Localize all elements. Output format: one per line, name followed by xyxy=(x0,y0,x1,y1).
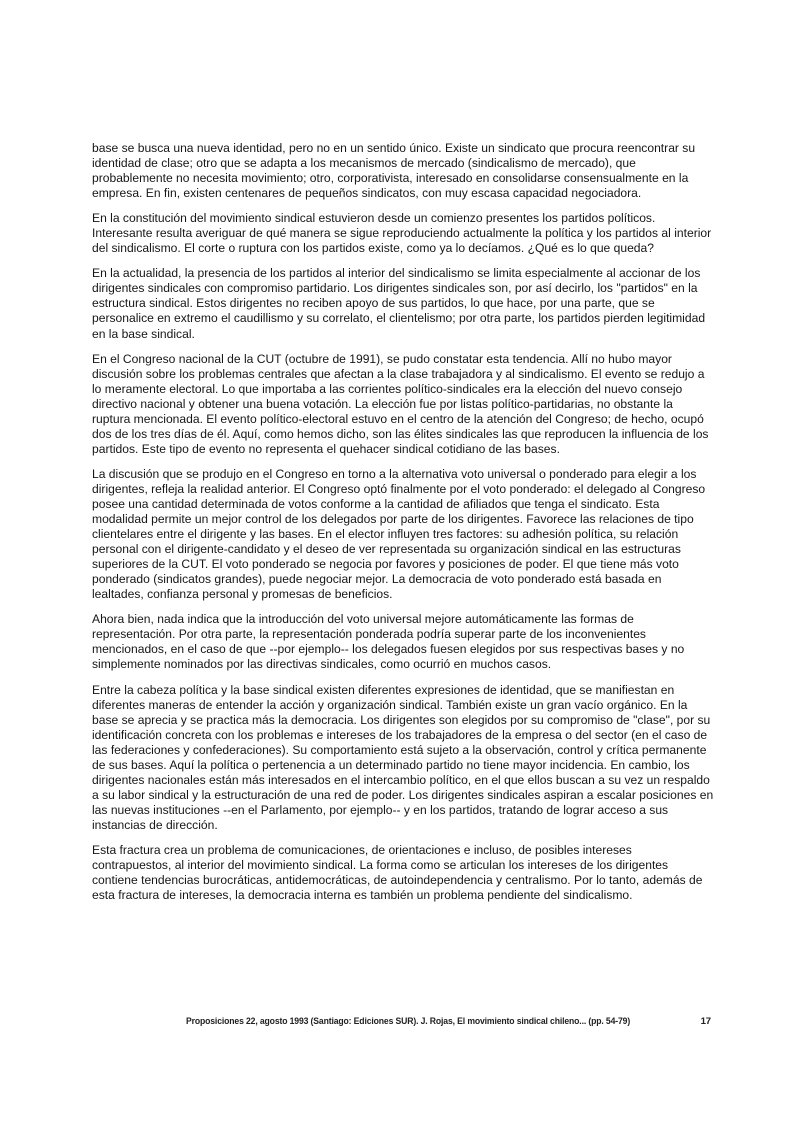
paragraph-8: Esta fractura crea un problema de comunicaciones, de orientaciones e incluso, de posibles intereses contrapuestos, al interior del movimiento sindical. La forma como se articulan los intereses de los dirigentes contiene tendencias burocráticas, antidemocráticas, de autoindependencia y centralismo. Por lo tanto, además de esta fractura de intereses, la democracia interna es también un problema pendiente del sindicalismo. xyxy=(92,842,703,903)
footer-citation: Proposiciones 22, agosto 1993 (Santiago: Ediciones SUR). J. Rojas, El movimiento sindical chileno... (pp. 54-79) xyxy=(186,1016,631,1027)
paragraph-3: En la actualidad, la presencia de los partidos al interior del sindicalismo se limita especialmente al accionar de los dirigentes sindicales con compromiso partidario. Los dirigentes sindicales son, por así decirlo, los "partidos" en la estructura sindical. Estos dirigentes no reciben apoyo de sus partidos, lo que hace, por una parte, que se personalice en extremo el caudillismo y su correlato, el clientelismo; por otra parte, los partidos pierden legitimidad en la base sindical. xyxy=(92,266,706,341)
paragraph-4: En el Congreso nacional de la CUT (octubre de 1991), se pudo constatar esta tendencia. Allí no hubo mayor discusión sobre los problemas centrales que afectan a la clase trabajadora y al sindicalismo. El evento se redujo a lo meramente electoral. Lo que importaba a las corrientes político-sindicales era la elección del nuevo consejo directivo nacional y obtener una buena votación. La elección fue por listas político-partidarias, no obstante la ruptura mencionada. El evento político-electoral estuvo en el centro de la atención del Congreso; de hecho, ocupó dos de los tres días de él. Aquí, como hemos dicho, son las élites sindicales las que reproducen la influencia de los partidos. Este tipo de evento no representa el quehacer sindical cotidiano de las bases. xyxy=(92,351,709,456)
paragraph-6: Ahora bien, nada indica que la introducción del voto universal mejore automáticamente las formas de representación. Por otra parte, la representación ponderada podría superar parte de los inconvenientes mencionados, en el caso de que --por ejemplo-- los delegados fuesen elegidos por sus respectivas bases y no simplemente nominados por las directivas sindicales, como ocurrió en muchos casos. xyxy=(92,612,685,672)
page-footer xyxy=(186,1016,711,1028)
paragraph-5: La discusión que se produjo en el Congreso en torno a la alternativa voto universal o ponderado para elegir a los dirigentes, refleja la realidad anterior. El Congreso optó finalmente por el voto ponderado: el delegado al Congreso posee una cantidad determinada de votos conforme a la cantidad de afiliados que tenga el sindicato. Esta modalidad permite un mejor control de los delegados por parte de los dirigentes. Favorece las relaciones de tipo clientelares entre el dirigente y las bases. En el elector influyen tres factores: su adhesión política, su relación personal con el dirigente-candidato y el deseo de ver representada su organización sindical en las estructuras superiores de la CUT. El voto ponderado se negocia por favores y posiciones de poder. El que tiene más voto ponderado (sindicatos grandes), puede negociar mejor. La democracia de voto ponderado está basada en lealtades, confianza personal y promesas de beneficios. xyxy=(92,466,706,602)
paragraph-7: Entre la cabeza política y la base sindical existen diferentes expresiones de identidad, que se manifiestan en diferentes maneras de entender la acción y organización sindical. También existe un gran vacío orgánico. En la base se aprecia y se practica más la democracia. Los dirigentes son elegidos por su compromiso de "clase", por su identificación concreta con los problemas e intereses de los trabajadores de la empresa o del sector (en el caso de las federaciones y confederaciones). Su comportamiento está sujeto a la observación, control y crítica permanente de sus bases. Aquí la política o pertenencia a un determinado partido no tiene mayor incidencia. En cambio, los dirigentes nacionales están más interesados en el intercambio político, en el que ellos buscan a su vez un respaldo a su labor sindical y la estructuración de una red de poder. Los dirigentes sindicales aspiran a escalar posiciones en las nuevas instituciones --en el Parlamento, por ejemplo-- y en los partidos, tratando de lograr acceso a sus instancias de dirección. xyxy=(92,682,714,832)
page-number: 17 xyxy=(700,1016,711,1027)
paragraph-2: En la constitución del movimiento sindical estuvieron desde un comienzo presentes los partidos políticos. Interesante resulta averiguar de qué manera se sigue reproduciendo actualmente la política y los partidos al interior del sindicalismo. El corte o ruptura con los partidos existe, como ya lo decíamos. ¿Qué es lo que queda? xyxy=(92,211,712,256)
body-text xyxy=(92,141,714,913)
paragraph-1: base se busca una nueva identidad, pero no en un sentido único. Existe un sindicato que procura reencontrar su identidad de clase; otro que se adapta a los mecanismos de mercado (sindicalismo de mercado), que probablemente no necesita movimiento; otro, corporativista, interesado en consolidarse consensualmente en la empresa. En fin, existen centenares de pequeños sindicatos, con muy escasa capacidad negociadora. xyxy=(92,141,696,201)
